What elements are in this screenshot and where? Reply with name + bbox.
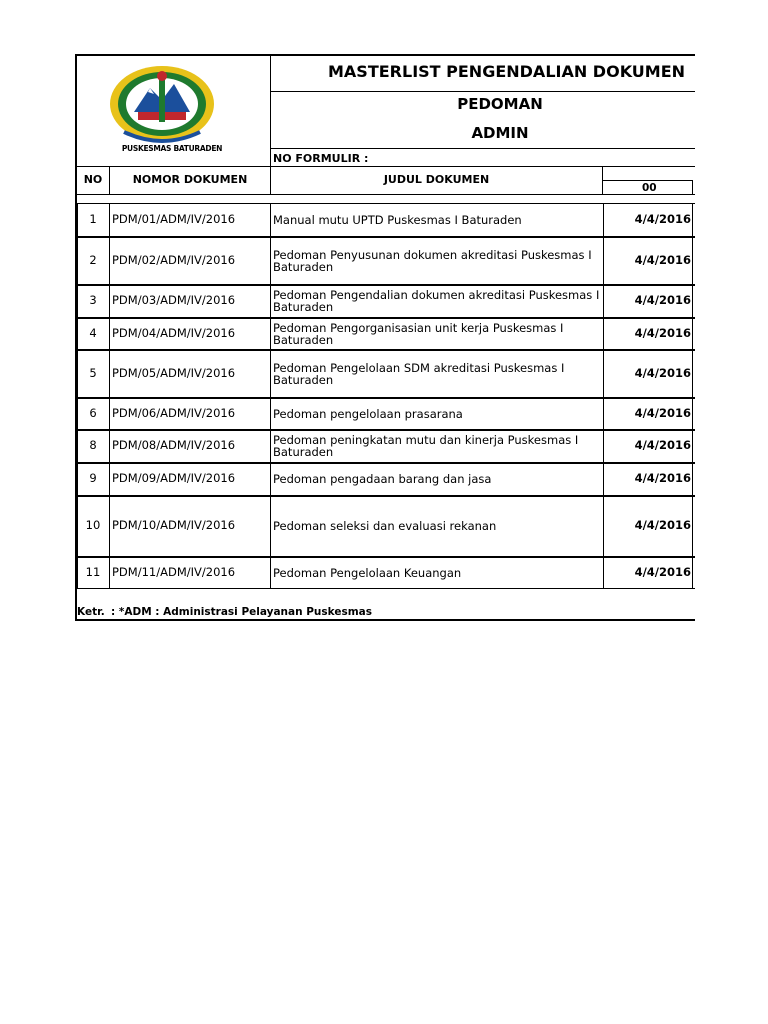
frame-top <box>75 54 695 56</box>
cell-nomor-dokumen: PDM/03/ADM/IV/2016 <box>112 293 236 307</box>
row-col-border <box>270 203 271 237</box>
row-col-border <box>109 285 110 318</box>
cell-nomor-dokumen: PDM/09/ADM/IV/2016 <box>112 471 236 485</box>
cell-nomor-dokumen: PDM/02/ADM/IV/2016 <box>112 252 236 267</box>
no-formulir-label: NO FORMULIR : <box>273 152 369 165</box>
revision-value: 00 <box>642 182 657 194</box>
row-col-border <box>692 496 693 557</box>
cell-judul-dokumen: Pedoman Pengelolaan Keuangan <box>273 565 462 580</box>
unit-name: ADMIN <box>471 124 529 142</box>
cell-nomor-dokumen: PDM/04/ADM/IV/2016 <box>112 325 236 340</box>
cell-tanggal: 4/4/2016 <box>634 325 691 340</box>
row-col-border <box>692 237 693 285</box>
cell-no: 2 <box>89 252 97 267</box>
cell-tanggal: 4/4/2016 <box>634 252 691 267</box>
document-title: MASTERLIST PENGENDALIAN DOKUMEN <box>328 62 686 81</box>
cell-tanggal: 4/4/2016 <box>634 365 691 380</box>
row-col-border <box>270 496 271 557</box>
logo-divider <box>270 54 271 167</box>
cell-nomor-dokumen: PDM/11/ADM/IV/2016 <box>112 564 236 579</box>
row-col-border <box>692 318 693 350</box>
row-col-border <box>270 557 271 589</box>
ketr-label: Ketr. <box>77 606 105 618</box>
row-col-border <box>109 557 110 589</box>
cell-judul-dokumen: Pedoman Pengorganisasian unit kerja Puskesmas I Baturaden <box>273 320 564 347</box>
row-col-border <box>109 463 110 496</box>
row-col-border <box>270 285 271 318</box>
cell-tanggal: 4/4/2016 <box>634 405 691 420</box>
row-col-border <box>270 318 271 350</box>
row-col-border <box>270 350 271 398</box>
cell-judul-dokumen: Pedoman pengadaan barang dan jasa <box>273 472 492 486</box>
row-col-border <box>270 237 271 285</box>
row-col-border <box>109 350 110 398</box>
cell-no: 5 <box>89 365 97 380</box>
revision-box-right <box>692 180 693 195</box>
row-col-border <box>109 203 110 237</box>
cell-judul-dokumen: Pedoman Pengelolaan SDM akreditasi Puskesmas I Baturaden <box>273 360 565 387</box>
cell-nomor-dokumen: PDM/05/ADM/IV/2016 <box>112 365 236 380</box>
revision-box-top <box>602 180 693 181</box>
row-col-border <box>692 285 693 318</box>
row-col-border <box>109 496 110 557</box>
col-header-judul: JUDUL DOKUMEN <box>383 173 490 186</box>
row-col-border <box>692 557 693 589</box>
logo-caption: PUSKESMAS BATURADEN <box>121 144 223 153</box>
cell-nomor-dokumen: PDM/08/ADM/IV/2016 <box>112 438 236 452</box>
cell-tanggal: 4/4/2016 <box>634 471 691 485</box>
row-col-border <box>692 398 693 430</box>
row-col-border <box>270 463 271 496</box>
document-subtitle: PEDOMAN <box>457 95 543 113</box>
cell-judul-dokumen: Pedoman Pengendalian dokumen akreditasi Puskesmas I Baturaden <box>273 288 600 314</box>
cell-no: 11 <box>85 564 101 579</box>
cell-tanggal: 4/4/2016 <box>634 564 691 579</box>
cell-nomor-dokumen: PDM/10/ADM/IV/2016 <box>112 518 236 532</box>
cell-nomor-dokumen: PDM/06/ADM/IV/2016 <box>112 405 236 420</box>
cell-no: 9 <box>89 471 97 485</box>
title-divider-2 <box>270 148 695 149</box>
cell-no: 1 <box>89 211 97 226</box>
title-divider-1 <box>270 91 695 92</box>
col-header-nomor: NOMOR DOKUMEN <box>132 173 248 186</box>
frame-bottom <box>75 619 695 621</box>
cell-tanggal: 4/4/2016 <box>634 438 691 452</box>
cell-no: 3 <box>89 293 97 307</box>
cell-no: 8 <box>89 438 97 452</box>
cell-judul-dokumen: Pedoman seleksi dan evaluasi rekanan <box>273 519 497 533</box>
col-header-no: NO <box>83 173 103 186</box>
cell-nomor-dokumen: PDM/01/ADM/IV/2016 <box>112 211 236 226</box>
row-col-border <box>109 398 110 430</box>
ketr-text: : *ADM : Administrasi Pelayanan Puskesmas <box>111 606 373 618</box>
row-col-border <box>692 463 693 496</box>
cell-no: 4 <box>89 325 97 340</box>
cell-no: 10 <box>85 518 101 532</box>
row-col-border <box>692 430 693 463</box>
row-col-border <box>270 398 271 430</box>
cell-judul-dokumen: Pedoman Penyusunan dokumen akreditasi Puskesmas I Baturaden <box>273 247 592 274</box>
row-col-border <box>109 430 110 463</box>
row-col-border <box>109 237 110 285</box>
cell-judul-dokumen: Manual mutu UPTD Puskesmas I Baturaden <box>273 212 522 227</box>
row-col-border <box>109 318 110 350</box>
row-col-border <box>692 350 693 398</box>
cell-no: 6 <box>89 405 97 420</box>
row-col-border <box>692 203 693 237</box>
cell-tanggal: 4/4/2016 <box>634 518 691 532</box>
row-col-border <box>270 430 271 463</box>
cell-tanggal: 4/4/2016 <box>634 293 691 307</box>
cell-tanggal: 4/4/2016 <box>634 211 691 226</box>
cell-judul-dokumen: Pedoman peningkatan mutu dan kinerja Puskesmas I Baturaden <box>273 433 579 459</box>
cell-judul-dokumen: Pedoman pengelolaan prasarana <box>273 406 463 421</box>
